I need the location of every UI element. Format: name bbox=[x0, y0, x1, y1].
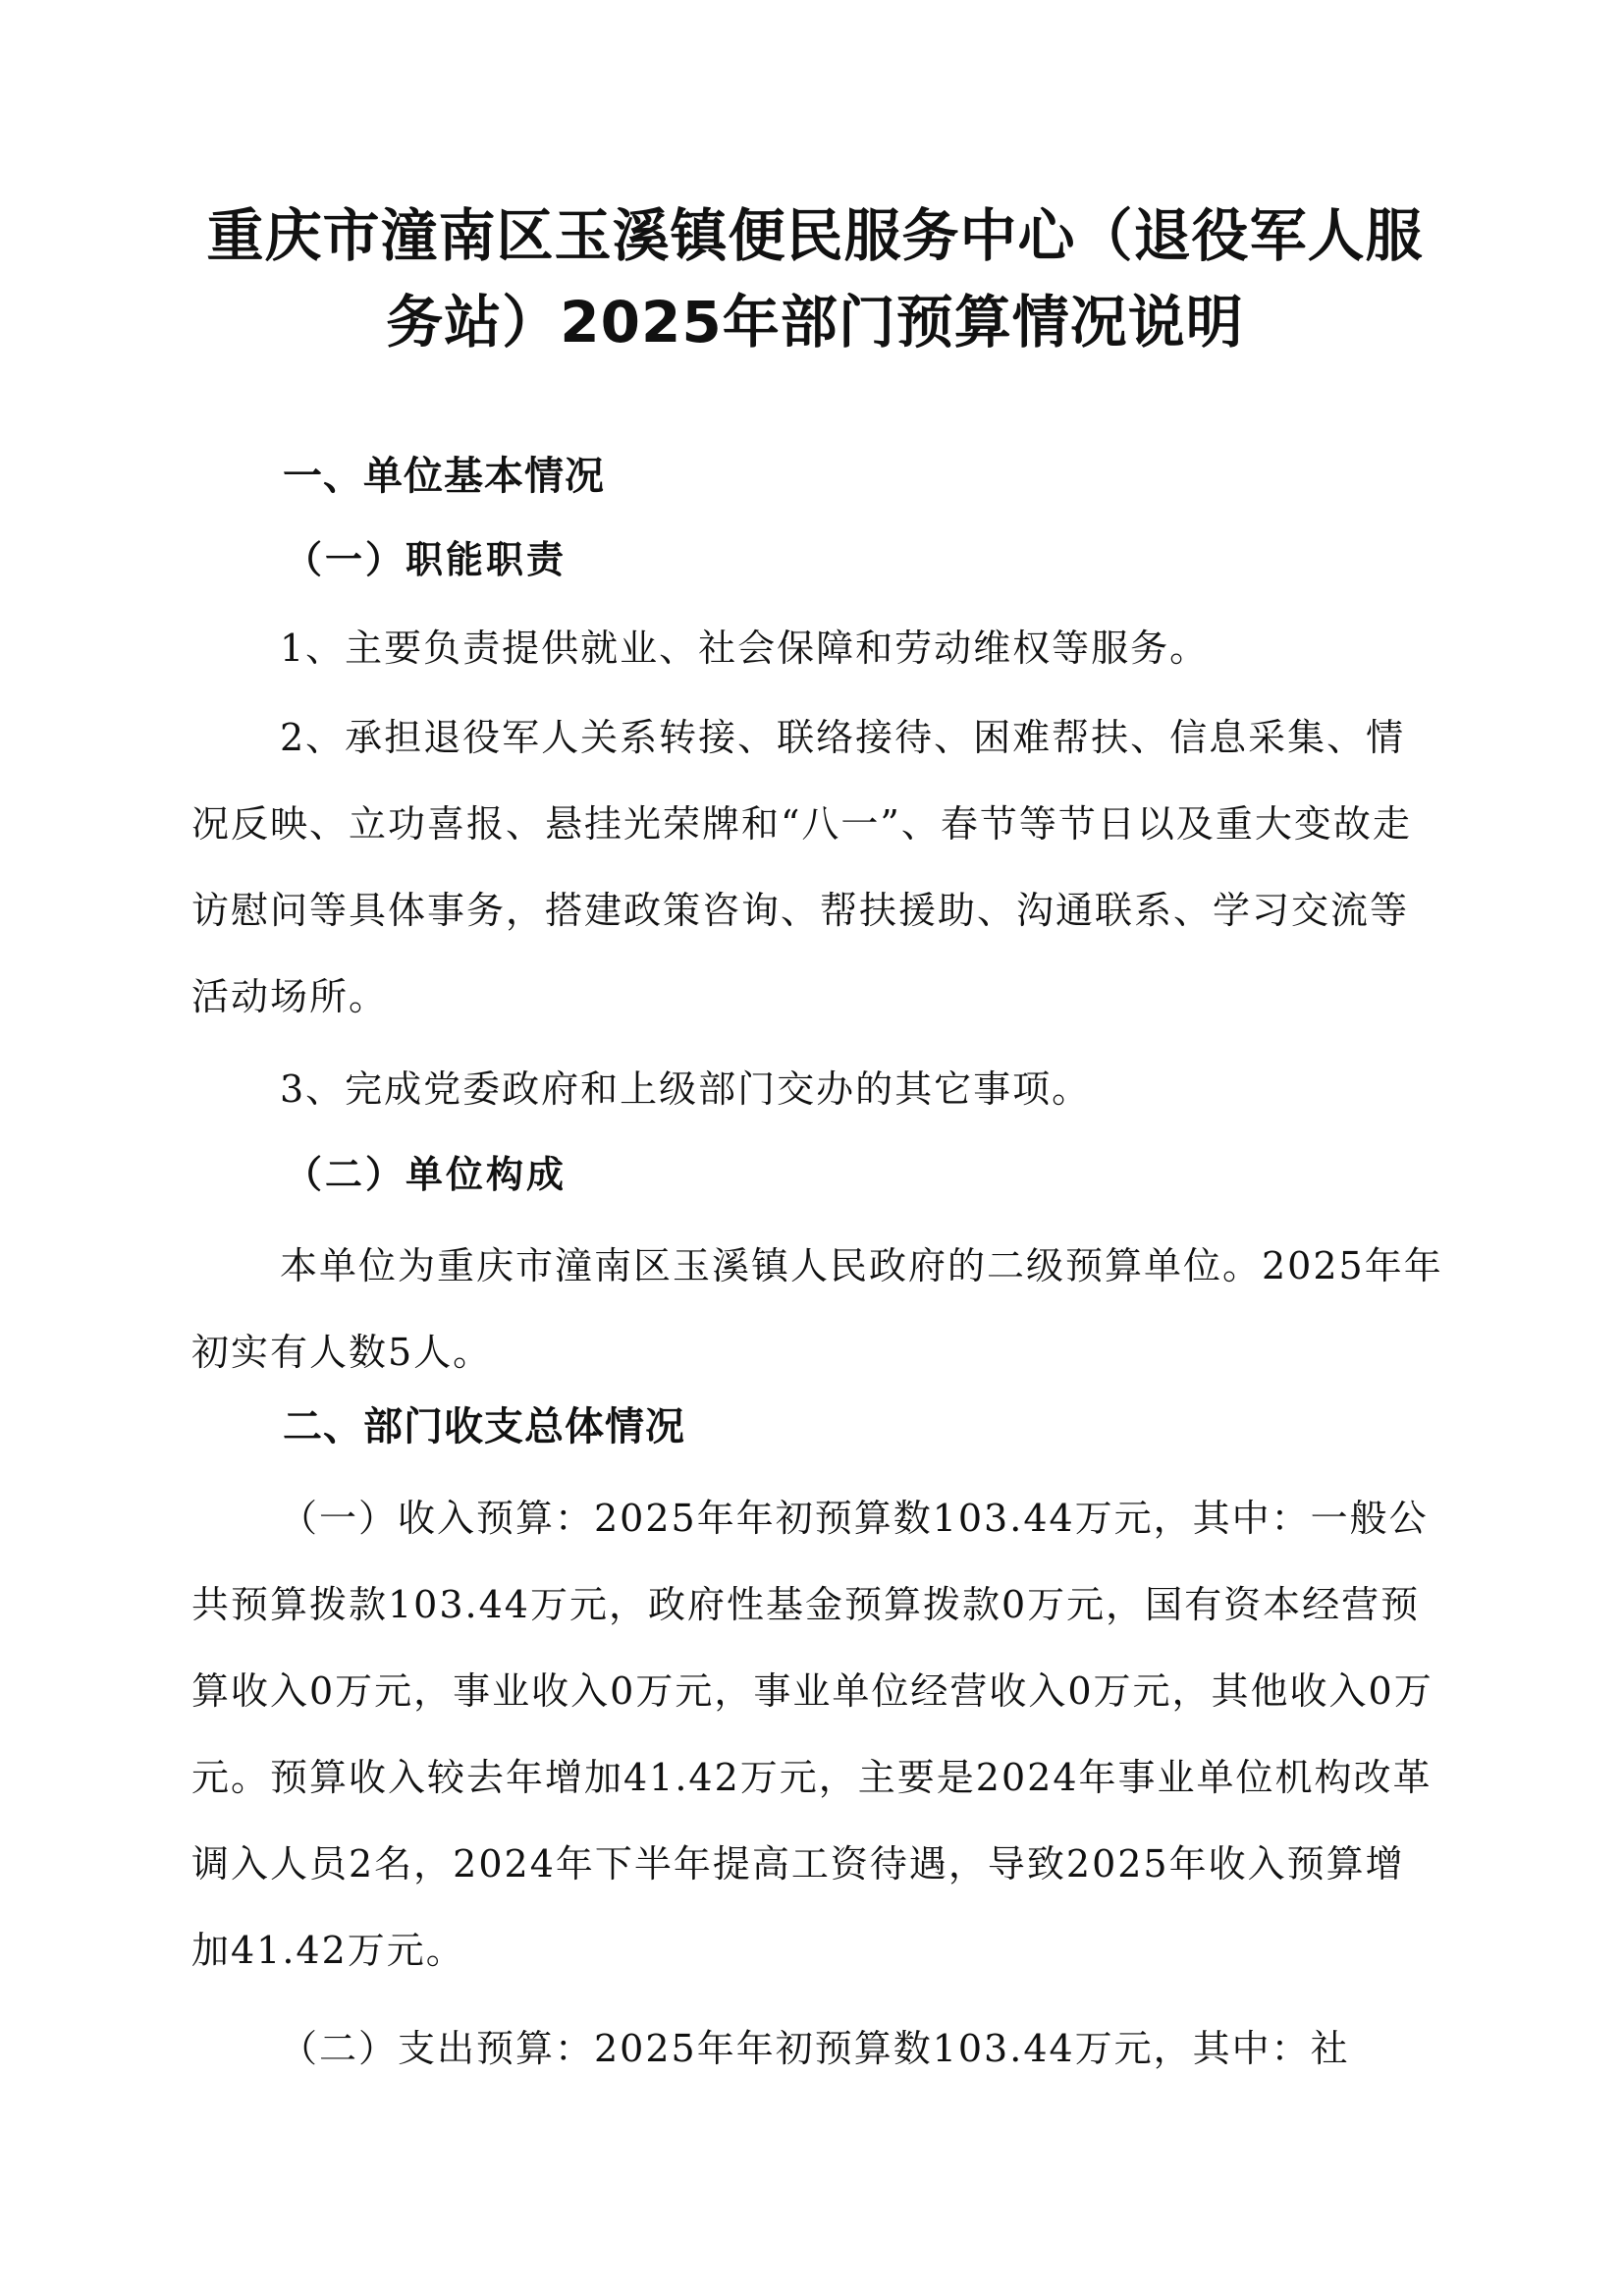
section1-sub2-heading: （二）单位构成 bbox=[285, 1152, 568, 1196]
duty-item-2: 2、承担退役军人关系转接、联络接待、困难帮扶、信息采集、情况反映、立功喜报、悬挂光荣牌和“八一”、春节等节日以及重大变故走访慰问等具体事务，搭建政策咨询、帮扶援助、沟通联系、学习交流等活动场所。 bbox=[191, 716, 1412, 1018]
section1-sub1-heading: （一）职能职责 bbox=[285, 537, 568, 581]
document-title: 重庆市潼南区玉溪镇便民服务中心（退役军人服务站）2025年部门预算情况说明 bbox=[206, 202, 1424, 355]
expense-budget-text: （二）支出预算：2025年年初预算数103.44万元，其中：社 bbox=[280, 2027, 1350, 2070]
duty-item-3: 3、完成党委政府和上级部门交办的其它事项。 bbox=[280, 1067, 1092, 1111]
duty-item-1: 1、主要负责提供就业、社会保障和劳动维权等服务。 bbox=[280, 627, 1210, 670]
income-budget-text: （一）收入预算：2025年年初预算数103.44万元，其中：一般公共预算拨款103.44万元，政府性基金预算拨款0万元，国有资本经营预算收入0万元，事业收入0万元，事业单位经营收入0万元，其他收入0万元。预算收入较去年增加41.42万元，主要是2024年事业单位机构改革调入人员2名，2024年下半年提高工资待遇，导致2025年收入预算增加41.42万元。 bbox=[191, 1497, 1434, 1972]
section2-heading: 二、部门收支总体情况 bbox=[283, 1404, 685, 1449]
unit-composition-text: 本单位为重庆市潼南区玉溪镇人民政府的二级预算单位。2025年年初实有人数5人。 bbox=[191, 1244, 1443, 1374]
section1-heading: 一、单位基本情况 bbox=[283, 454, 605, 499]
